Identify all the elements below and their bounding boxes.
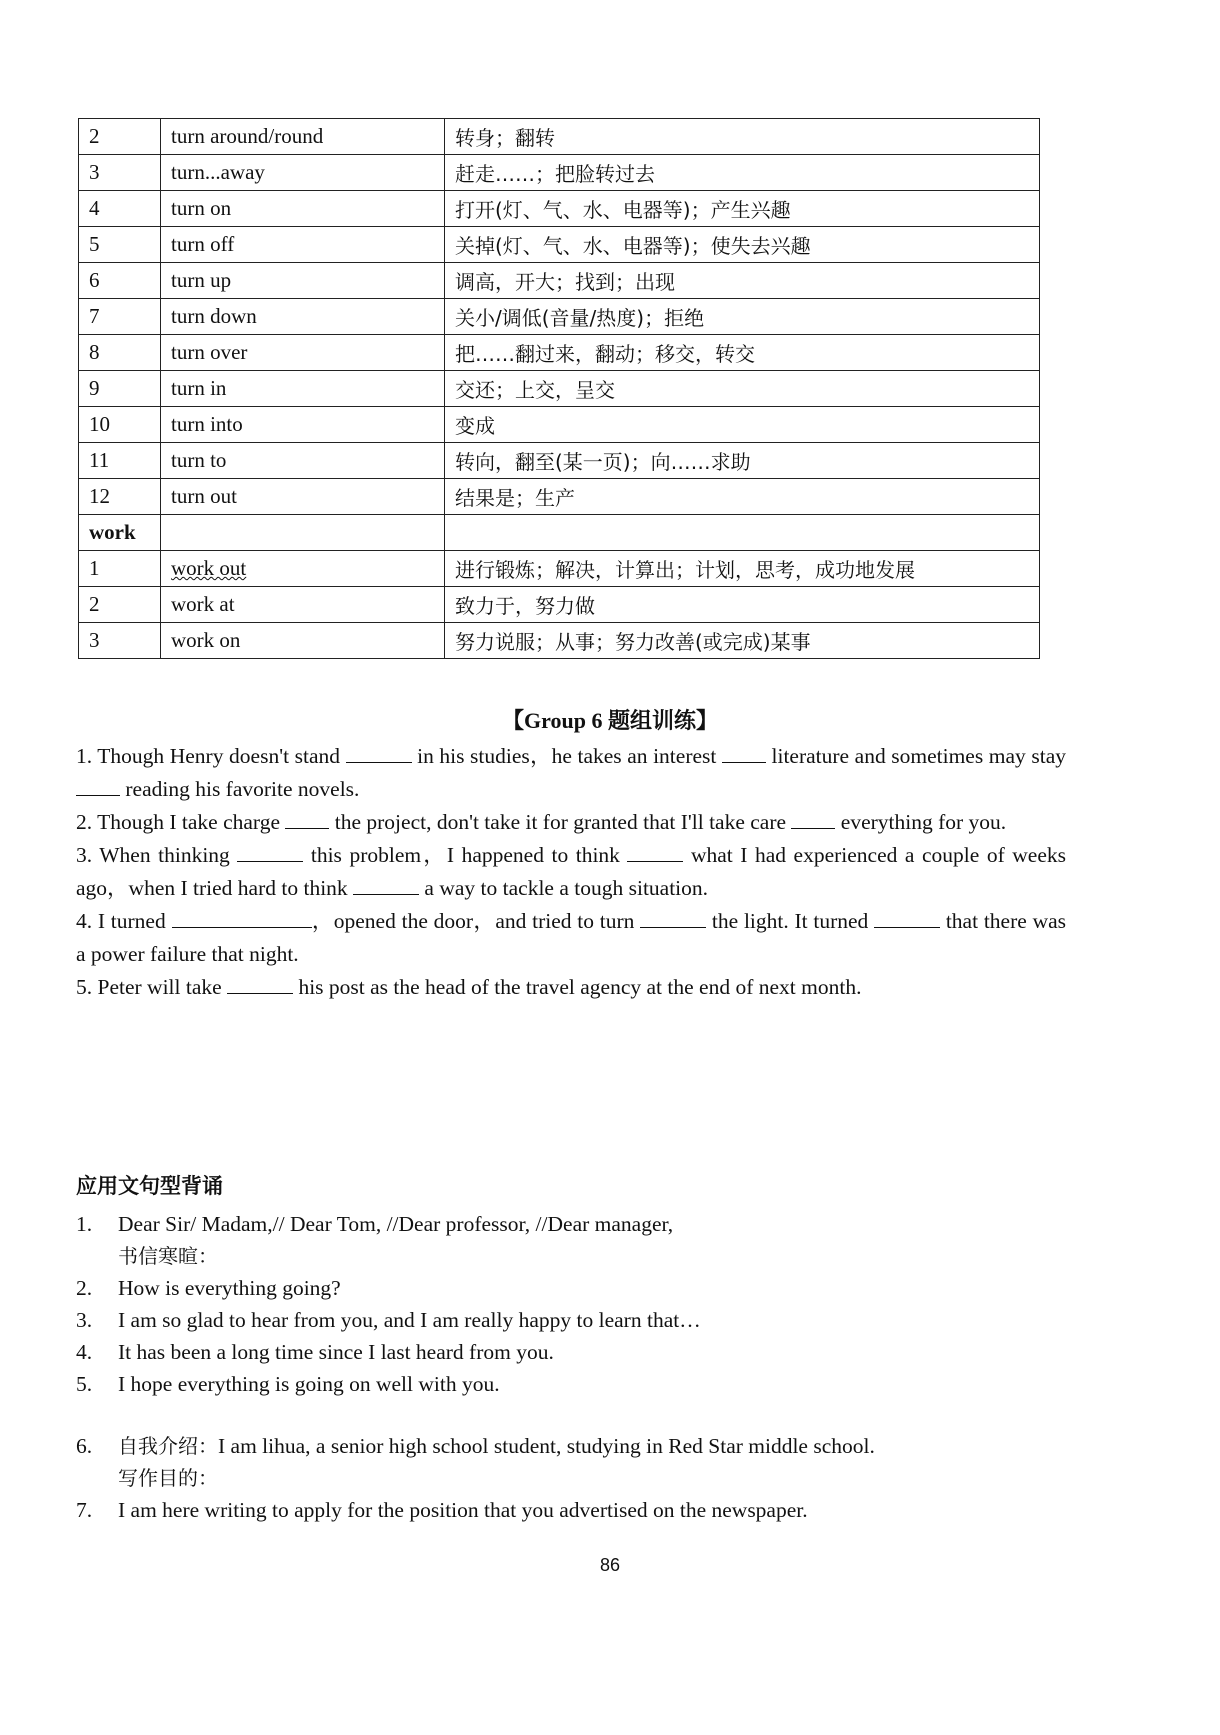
row-number: work (79, 515, 161, 551)
sentence-number: 1. (76, 1212, 93, 1236)
exercise-3: 3. When thinking this problem，I happened to think what I had experienced a couple of weeks ago，when I tried hard to think a way to tackle a tough situation. (76, 843, 1066, 900)
answer-blank[interactable] (722, 742, 766, 763)
row-phrase: turn in (161, 371, 445, 407)
sentence-category: 书信寒暄： (118, 1244, 218, 1268)
row-number: 6 (79, 263, 161, 299)
row-meaning: 关小/调低(音量/热度)；拒绝 (445, 299, 1040, 335)
row-phrase: turn...away (161, 155, 445, 191)
sentence-item (76, 1494, 1076, 1526)
row-meaning: 转向，翻至(某一页)；向……求助 (445, 443, 1040, 479)
answer-blank[interactable] (227, 973, 293, 994)
sentence-number: 5. (76, 1372, 93, 1396)
sentence-item (76, 1304, 1076, 1336)
row-number: 3 (79, 623, 161, 659)
sentence-text: How is everything going? (118, 1276, 341, 1300)
table-row (79, 263, 1040, 299)
exercise-1: 1. Though Henry doesn't stand in his studies，he takes an interest literature and sometimes may stay reading his favorite novels. (76, 744, 1066, 801)
sentence-number: 7. (76, 1498, 93, 1522)
row-number: 9 (79, 371, 161, 407)
table-row (79, 515, 1040, 551)
row-phrase: turn up (161, 263, 445, 299)
sentence-number: 6. (76, 1434, 93, 1458)
row-phrase: turn over (161, 335, 445, 371)
sentence-text: Dear Sir/ Madam,// Dear Tom, //Dear professor, //Dear manager, (118, 1212, 674, 1236)
phrase-table (78, 118, 1040, 659)
answer-blank[interactable] (640, 907, 706, 928)
row-meaning: 交还；上交，呈交 (445, 371, 1040, 407)
spacer (76, 1400, 1076, 1430)
row-phrase: turn out (161, 479, 445, 515)
row-phrase: work at (161, 587, 445, 623)
sentence-number: 2. (76, 1276, 93, 1300)
section-title: 应用文句型背诵 (76, 1174, 223, 1198)
table-row (79, 155, 1040, 191)
sentence-item (76, 1208, 1076, 1240)
row-meaning: 关掉(灯、气、水、电器等)；使失去兴趣 (445, 227, 1040, 263)
sentence-text: I am lihua, a senior high school student, studying in Red Star middle school. (218, 1434, 875, 1458)
sentence-text: I am so glad to hear from you, and I am really happy to learn that… (118, 1308, 701, 1332)
table-row (79, 119, 1040, 155)
row-meaning (445, 515, 1040, 551)
row-meaning: 调高，开大；找到；出现 (445, 263, 1040, 299)
row-number: 8 (79, 335, 161, 371)
exercise-4: 4. I turned ，opened the door，and tried to turn the light. It turned that there was a power failure that night. (76, 909, 1066, 966)
answer-blank[interactable] (353, 874, 419, 895)
table-row (79, 335, 1040, 371)
page-number: 86 (599, 1555, 621, 1575)
table-row (79, 299, 1040, 335)
answer-blank[interactable] (627, 841, 683, 862)
table-row (79, 371, 1040, 407)
exercise-2: 2. Though I take charge the project, don't take it for granted that I'll take care everything for you. (76, 810, 1007, 834)
answer-blank[interactable] (285, 808, 329, 829)
row-meaning: 变成 (445, 407, 1040, 443)
row-meaning: 赶走……；把脸转过去 (445, 155, 1040, 191)
row-number: 5 (79, 227, 161, 263)
row-meaning: 把……翻过来，翻动；移交，转交 (445, 335, 1040, 371)
table-row (79, 191, 1040, 227)
row-phrase: turn around/round (161, 119, 445, 155)
row-meaning: 结果是；生产 (445, 479, 1040, 515)
row-number: 1 (79, 551, 161, 587)
row-phrase: turn into (161, 407, 445, 443)
row-meaning: 打开(灯、气、水、电器等)；产生兴趣 (445, 191, 1040, 227)
row-phrase: turn on (161, 191, 445, 227)
row-number: 3 (79, 155, 161, 191)
row-phrase: work on (161, 623, 445, 659)
row-meaning: 致力于，努力做 (445, 587, 1040, 623)
answer-blank[interactable] (874, 907, 940, 928)
row-phrase: work out (161, 551, 445, 587)
sentence-number: 3. (76, 1308, 93, 1332)
table-row (79, 479, 1040, 515)
row-number: 11 (79, 443, 161, 479)
row-phrase (161, 515, 445, 551)
table-row (79, 551, 1040, 587)
sentence-item (76, 1368, 1076, 1400)
sentence-item (76, 1272, 1076, 1304)
sentence-list (76, 1208, 1076, 1526)
sentence-category: 写作目的： (118, 1466, 218, 1490)
sentence-number: 4. (76, 1340, 93, 1364)
answer-blank[interactable] (172, 907, 312, 928)
table-row (79, 587, 1040, 623)
sentence-text: It has been a long time since I last heard from you. (118, 1340, 554, 1364)
sentence-label: 自我介绍： (118, 1434, 218, 1458)
answer-blank[interactable] (76, 775, 120, 796)
row-number: 4 (79, 191, 161, 227)
row-meaning: 转身；翻转 (445, 119, 1040, 155)
row-phrase: turn down (161, 299, 445, 335)
exercise-list (76, 740, 1066, 1004)
row-number: 2 (79, 119, 161, 155)
answer-blank[interactable] (346, 742, 412, 763)
sentence-item (76, 1430, 1076, 1462)
answer-blank[interactable] (791, 808, 835, 829)
row-number: 12 (79, 479, 161, 515)
row-number: 2 (79, 587, 161, 623)
row-phrase: turn off (161, 227, 445, 263)
row-phrase: turn to (161, 443, 445, 479)
row-meaning: 进行锻炼；解决，计算出；计划，思考，成功地发展 (445, 551, 1040, 587)
answer-blank[interactable] (237, 841, 303, 862)
table-row (79, 623, 1040, 659)
sentence-text: I hope everything is going on well with you. (118, 1372, 500, 1396)
row-meaning: 努力说服；从事；努力改善(或完成)某事 (445, 623, 1040, 659)
sentence-text: I am here writing to apply for the position that you advertised on the newspaper. (118, 1498, 808, 1522)
exercise-5: 5. Peter will take his post as the head of the travel agency at the end of next month. (76, 975, 862, 999)
sentence-item (76, 1336, 1076, 1368)
table-row (79, 407, 1040, 443)
table-row (79, 443, 1040, 479)
row-number: 10 (79, 407, 161, 443)
table-row (79, 227, 1040, 263)
group-title: 【Group 6 题组训练】 (502, 708, 718, 733)
row-number: 7 (79, 299, 161, 335)
